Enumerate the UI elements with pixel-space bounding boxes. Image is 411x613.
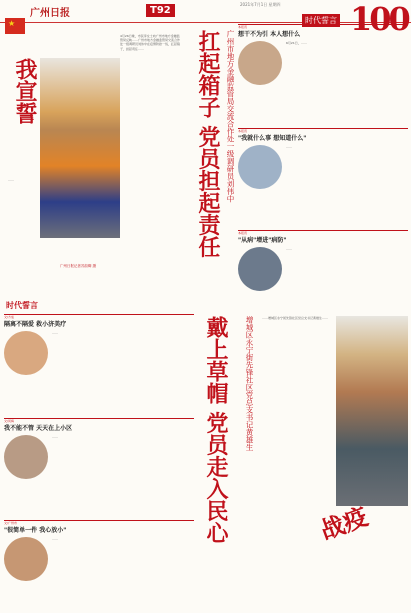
- main-photo: [40, 58, 120, 238]
- story1-body: 4月26日晚，市民李女士向广州市地方金融监管局反映……广州市地方金融监管局交流合作处一级调研员刘伟中在疫情防控一线，扛起箱子，担起责任……: [120, 34, 180, 51]
- story2-subhead: 增城区永宁街先锋社区党总支书记黄雄生: [245, 316, 254, 451]
- section-tag: 时代誓言: [302, 14, 340, 27]
- card-title: "很简单一件 我心放小": [4, 527, 67, 534]
- card-caption: ……: [52, 331, 58, 335]
- story2-body: ……增城区永宁街先锋社区党总支书记黄雄生……: [262, 316, 329, 320]
- photo-circle: [4, 331, 48, 375]
- card-right-3: [238, 230, 408, 301]
- card-right-2: [238, 128, 408, 229]
- card-label: 本报讯: [238, 129, 248, 133]
- card-caption: ……: [286, 247, 292, 251]
- masthead: 广州日报: [30, 8, 70, 19]
- card-label: 文/广州市: [4, 521, 18, 525]
- calligraphy-title: 我宣誓: [12, 58, 38, 124]
- story1-headline: 扛起箱子 党员担起责任: [195, 30, 221, 258]
- card-left-3: [4, 520, 194, 611]
- photo-caption: ……: [8, 178, 14, 182]
- photo-circle: [4, 537, 48, 581]
- date-line: 2021年7月1日 星期四: [240, 2, 281, 7]
- photo-credit: 广州日报记者苏韵卿 摄: [59, 264, 97, 268]
- card-title: 隔离不隔爱 救小济美疗: [4, 321, 67, 328]
- page-number: T92: [146, 4, 175, 17]
- photo-circle: [238, 145, 282, 189]
- card-caption: ……: [52, 435, 58, 439]
- card-caption: ……: [52, 537, 58, 541]
- card-label: 本报讯: [238, 25, 248, 29]
- section2-label: 时代誓言: [6, 301, 38, 310]
- card-title: "我就什么事 想知道什么": [238, 135, 307, 142]
- story1-subhead: 广州市地方金融监管局交流合作处一级调研员刘伟中: [226, 30, 235, 203]
- card-caption: ……: [286, 145, 292, 149]
- bottom-calligraphy: 战疫: [316, 501, 372, 546]
- card-left-1: [4, 314, 194, 415]
- card-title: "从病"增进"病防": [238, 237, 287, 244]
- card-title: 想干不为引 本人想什么: [238, 31, 301, 38]
- card-caption: 6月21日，……: [286, 41, 307, 45]
- card-left-2: [4, 418, 194, 519]
- card-label: 文/方成: [4, 315, 15, 319]
- card-label: 本报讯: [238, 231, 248, 235]
- story2-photo: [336, 316, 408, 506]
- centenary-logo: 100: [350, 0, 408, 38]
- card-title: 我不能不管 天天在上小区: [4, 425, 73, 432]
- photo-circle: [238, 41, 282, 85]
- card-label: 文/何梅: [4, 419, 15, 423]
- story2-headline: 戴上草帽 党员走入民心: [203, 316, 229, 544]
- card-right-1: [238, 24, 408, 125]
- photo-circle: [238, 247, 282, 291]
- star-icon: ★: [8, 19, 16, 28]
- photo-circle: [4, 435, 48, 479]
